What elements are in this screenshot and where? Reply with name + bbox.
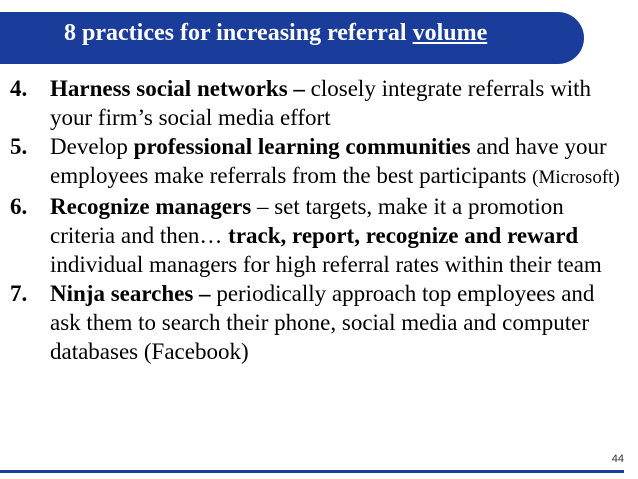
practice-number: 6. <box>10 194 28 219</box>
practice-text <box>50 192 630 279</box>
practice-item <box>10 192 630 279</box>
practice-text-bold: Harness social networks – <box>50 76 311 101</box>
practice-text-bold: Recognize managers <box>50 194 252 219</box>
practice-text-regular: periodically approach top employees and ask them to search their phone, social media and computer databases (Facebook) <box>50 281 595 364</box>
title-text: 8 practices for increasing referral <box>64 20 413 46</box>
practice-item <box>10 279 630 366</box>
practice-text-regular: and have your employees make referrals from the best participants <box>50 134 607 188</box>
bottom-divider <box>0 470 624 473</box>
practice-item <box>10 132 630 192</box>
practice-text-regular: (Microsoft) <box>532 167 620 188</box>
page-number: 44 <box>611 453 624 465</box>
practice-text <box>50 279 630 366</box>
practice-text-regular: closely integrate referrals with your firm’s social media effort <box>50 76 592 130</box>
practice-text <box>50 74 630 132</box>
practice-number: 4. <box>10 76 28 101</box>
practice-text-regular: Develop <box>50 134 134 159</box>
title-underlined-word: volume <box>412 20 488 46</box>
slide-title <box>64 20 487 47</box>
practice-item <box>10 74 630 132</box>
practice-text-bold: professional learning communities <box>133 134 471 159</box>
practice-text-bold: Ninja searches – <box>50 281 217 306</box>
practice-number: 7. <box>10 281 28 306</box>
practice-text <box>50 132 630 192</box>
practice-number: 5. <box>10 134 28 159</box>
practice-text-regular: – set targets, make it a promotion criteria and then… <box>50 194 564 248</box>
practice-text-regular: individual managers for high referral rates within their team <box>50 252 602 277</box>
practice-list <box>10 74 630 366</box>
slide-header <box>0 0 638 72</box>
practice-text-bold: track, report, recognize and reward <box>228 223 579 248</box>
